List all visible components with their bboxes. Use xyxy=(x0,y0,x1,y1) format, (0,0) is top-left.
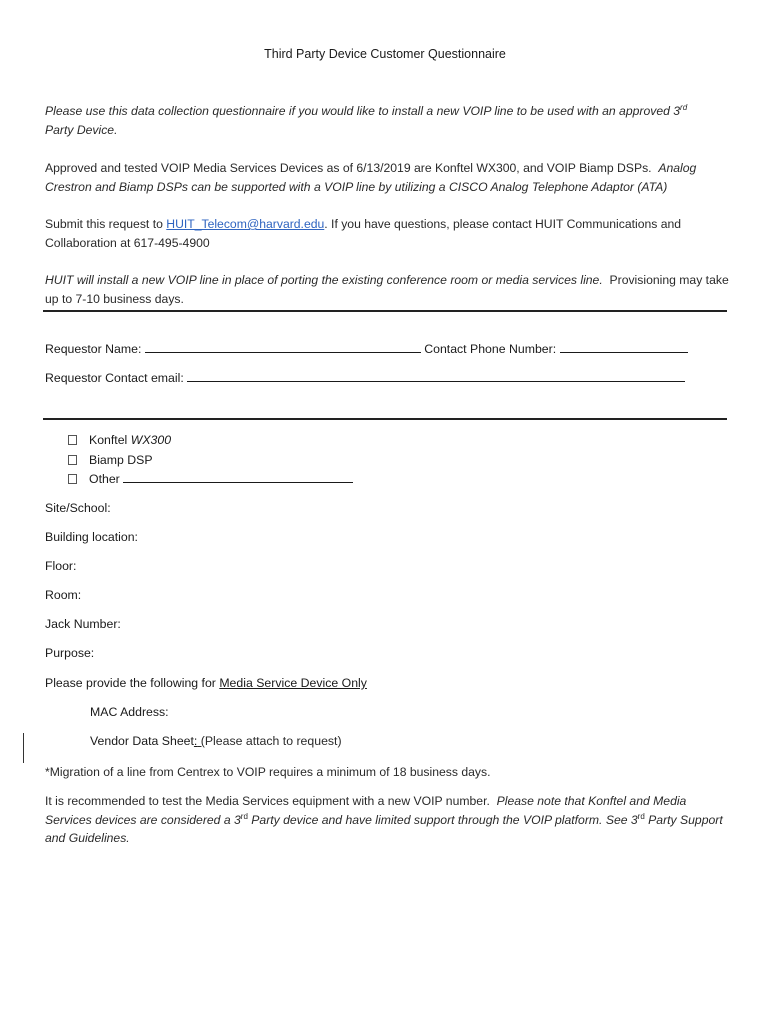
recommend-italic-b: Party device and have limited support through the VOIP platform. See 3 xyxy=(247,812,638,827)
intro-sup: rd xyxy=(680,102,688,112)
divider-top xyxy=(43,310,727,312)
document-title: Third Party Device Customer Questionnaire xyxy=(264,47,506,61)
email-link[interactable]: HUIT_Telecom@harvard.edu xyxy=(166,217,325,231)
option-konftel-model: WX300 xyxy=(130,433,172,447)
purpose-label: Purpose: xyxy=(45,646,95,660)
requestor-email-row xyxy=(45,371,685,385)
checkbox-other[interactable] xyxy=(68,474,77,484)
approved-paragraph xyxy=(45,159,730,196)
floor-label: Floor: xyxy=(45,559,77,573)
migration-note: *Migration of a line from Centrex to VOIP requires a minimum of 18 business days. xyxy=(45,765,491,779)
recommend-italic-a: Please note that Konftel and Media Services devices are considered a 3 xyxy=(45,794,687,827)
approved-text: Approved and tested VOIP Media Services Devices as of 6/13/2019 are Konftel WX300, and VOIP Biamp DSPs. xyxy=(45,161,652,175)
approved-italic-text: Analog Crestron and Biamp DSPs can be supported with a VOIP line by utilizing a CISCO Analog Telephone Adaptor (ATA) xyxy=(45,161,697,194)
other-blank[interactable] xyxy=(123,472,353,483)
site-school-label: Site/School: xyxy=(45,501,111,515)
intro-text-2: Party Device. xyxy=(45,122,118,137)
vendor-data-sheet-row xyxy=(90,734,342,748)
recommend-italic-c: Party Support and Guidelines. xyxy=(45,812,723,845)
vendor-colon: : xyxy=(193,734,198,748)
submit-paragraph xyxy=(45,215,730,252)
option-other xyxy=(68,472,353,486)
submit-text-after: . If you have questions, please contact HUIT Communications and Collaboration at 617-495-4900 xyxy=(45,217,682,250)
recommend-sup-2: rd xyxy=(637,811,645,821)
room-label: Room: xyxy=(45,588,82,602)
provide-text: Please provide the following for xyxy=(45,676,220,690)
recommend-sup-1: rd xyxy=(240,811,248,821)
requestor-email-blank[interactable] xyxy=(187,371,685,382)
checkbox-konftel[interactable] xyxy=(68,435,77,445)
text-cursor xyxy=(23,733,24,763)
requestor-name-blank[interactable] xyxy=(145,342,421,353)
install-paragraph xyxy=(45,271,730,308)
recommend-paragraph xyxy=(45,792,730,848)
provide-heading xyxy=(45,676,367,690)
install-text: Provisioning may take up to 7-10 business days. xyxy=(45,273,729,306)
jack-number-label: Jack Number: xyxy=(45,617,121,631)
vendor-label: Vendor Data Sheet xyxy=(90,734,194,748)
option-konftel xyxy=(68,433,171,447)
building-location-label: Building location: xyxy=(45,530,138,544)
contact-phone-label: Contact Phone Number: xyxy=(424,342,557,356)
intro-paragraph xyxy=(45,102,730,139)
requestor-email-label: Requestor Contact email: xyxy=(45,371,184,385)
vendor-note: Please attach to request) xyxy=(204,734,342,748)
submit-text-before: Submit this request to xyxy=(45,217,167,231)
mac-address-label: MAC Address: xyxy=(90,705,169,719)
option-biamp-label: Biamp DSP xyxy=(89,453,153,467)
requestor-name-row xyxy=(45,342,688,356)
requestor-name-label: Requestor Name: xyxy=(45,342,142,356)
option-other-label: Other xyxy=(89,472,120,486)
recommend-text: It is recommended to test the Media Services equipment with a new VOIP number. xyxy=(45,794,490,808)
provide-underlined: Media Service Device Only xyxy=(219,676,367,690)
divider-bottom xyxy=(43,418,727,420)
option-biamp xyxy=(68,453,153,467)
contact-phone-blank[interactable] xyxy=(560,342,688,353)
checkbox-biamp[interactable] xyxy=(68,455,77,465)
option-konftel-label: Konftel xyxy=(89,433,128,447)
install-italic-text: HUIT will install a new VOIP line in place of porting the existing conference room or media services line. xyxy=(45,273,603,287)
intro-text: Please use this data collection questionnaire if you would like to install a new VOIP line to be used with an approved 3 xyxy=(45,104,681,118)
vendor-paren: ( xyxy=(197,734,205,748)
